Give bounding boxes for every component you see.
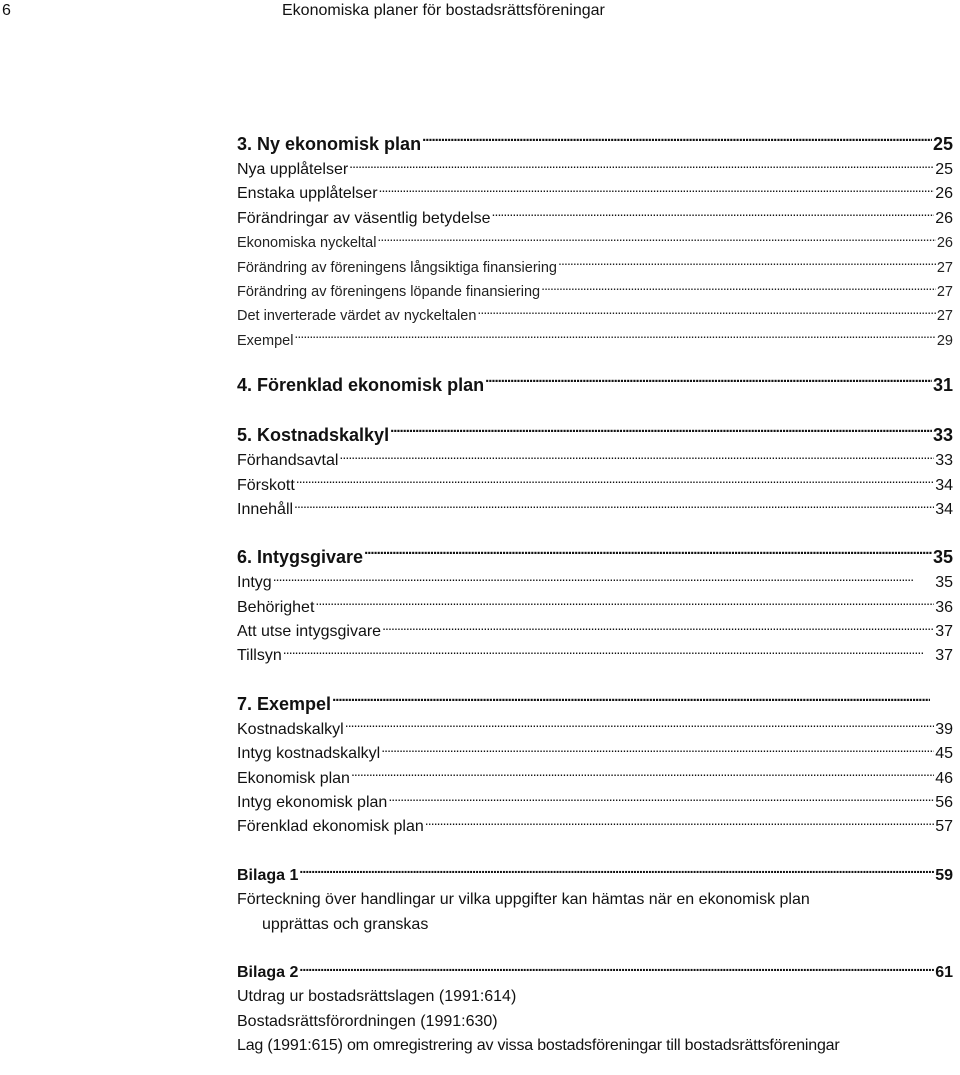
toc-page-number: 45 xyxy=(935,745,953,763)
toc-subitem[interactable] xyxy=(237,329,953,353)
toc-page-number: 29 xyxy=(936,332,953,349)
toc-page-number: 59 xyxy=(935,866,953,884)
dot-leader xyxy=(382,620,934,636)
toc-item-label: Förhandsavtal xyxy=(237,452,339,470)
toc-item-label: Ekonomisk plan xyxy=(237,769,350,787)
toc-page-number: 37 xyxy=(935,623,953,641)
dot-leader xyxy=(377,233,935,248)
dot-leader xyxy=(379,182,935,198)
toc-item-label: Förändringar av väsentlig betydelse xyxy=(237,209,491,227)
dot-leader xyxy=(294,330,935,345)
toc-item-label: Ekonomiska nyckeltal xyxy=(237,235,377,252)
dot-leader xyxy=(425,815,934,831)
toc-page-number: 37 xyxy=(935,647,953,665)
toc-subitem[interactable] xyxy=(237,231,953,255)
dot-leader xyxy=(422,132,932,150)
toc-subitem[interactable] xyxy=(237,256,953,280)
dot-leader xyxy=(349,158,934,174)
toc-item[interactable] xyxy=(237,207,953,231)
toc-item[interactable] xyxy=(237,791,953,815)
toc-item-label: Förändring av föreningens löpande finansiering xyxy=(237,283,541,300)
dot-leader xyxy=(294,498,934,514)
spacer xyxy=(237,522,953,543)
toc-page-number: 33 xyxy=(935,452,953,470)
toc-item-label: Innehåll xyxy=(237,500,294,518)
toc-chapter-6[interactable] xyxy=(237,543,953,571)
toc-subitem[interactable] xyxy=(237,280,953,304)
toc-page-number: 61 xyxy=(935,964,953,982)
toc-item-label: Förskott xyxy=(237,476,295,494)
dot-leader xyxy=(273,571,935,587)
toc-chapter-3[interactable] xyxy=(237,130,953,158)
toc-page-number: 33 xyxy=(932,425,953,446)
toc-item[interactable] xyxy=(237,815,953,839)
spacer xyxy=(237,353,953,371)
toc-page-number: 27 xyxy=(936,308,953,325)
toc-page-number: 26 xyxy=(935,209,953,227)
toc-item-label: Intyg xyxy=(237,574,272,592)
dot-leader xyxy=(485,373,932,391)
spacer xyxy=(237,840,953,864)
dot-leader xyxy=(299,961,934,977)
toc-page-number: 27 xyxy=(936,283,953,300)
toc-item[interactable] xyxy=(237,644,953,668)
dot-leader xyxy=(541,281,936,296)
toc-page-number: 25 xyxy=(932,134,953,154)
toc-item[interactable] xyxy=(237,620,953,644)
toc-chapter-title: 7. Exempel xyxy=(237,693,332,714)
toc-page-number: 36 xyxy=(935,598,953,616)
appendix-description-continued: upprättas och granskas xyxy=(262,915,429,933)
dot-leader xyxy=(381,742,934,758)
toc-chapter-4[interactable] xyxy=(237,371,953,399)
dot-leader xyxy=(390,423,932,441)
toc-page-number: 39 xyxy=(935,720,953,738)
toc-item-label: Intyg ekonomisk plan xyxy=(237,794,388,812)
toc-item-label: Förenklad ekonomisk plan xyxy=(237,818,424,836)
dot-leader xyxy=(558,257,936,272)
toc-item-label: Nya upplåtelser xyxy=(237,161,349,178)
toc-item[interactable] xyxy=(237,182,953,206)
appendix-description: Förteckning över handlingar ur vilka uppgifter kan hämtas när en ekonomisk plan xyxy=(237,891,810,909)
dot-leader xyxy=(477,306,935,321)
dot-leader xyxy=(339,449,934,465)
appendix-line: Utdrag ur bostadsrättslagen (1991:614) xyxy=(237,988,517,1006)
toc-chapter-title: 4. Förenklad ekonomisk plan xyxy=(237,375,485,396)
dot-leader xyxy=(296,474,934,490)
toc-chapter-7[interactable] xyxy=(237,690,931,718)
appendix-line: Bostadsrättsförordningen (1991:630) xyxy=(237,1012,498,1030)
toc-page-number: 26 xyxy=(935,185,953,203)
dot-leader xyxy=(283,644,934,660)
appendix-line: Lag (1991:615) om omregistrering av vissa bostadsföreningar till bostadsrättsföreningar xyxy=(237,1037,840,1055)
toc-item[interactable] xyxy=(237,718,953,742)
toc-chapter-title: 6. Intygsgivare xyxy=(237,547,364,568)
toc-item-label: Det inverterade värdet av nyckeltalen xyxy=(237,308,477,325)
page-number: 6 xyxy=(2,2,11,19)
dot-leader xyxy=(315,596,934,612)
toc-item[interactable] xyxy=(237,742,953,766)
dot-leader xyxy=(364,545,932,563)
table-of-contents xyxy=(237,130,953,1059)
toc-appendix-title: Bilaga 2 xyxy=(237,964,299,982)
toc-page-number: 34 xyxy=(935,500,953,518)
toc-appendix-title: Bilaga 1 xyxy=(237,866,299,884)
toc-item[interactable] xyxy=(237,571,953,595)
toc-appendix-2[interactable] xyxy=(237,961,953,985)
toc-item-label: Förändring av föreningens långsiktiga finansiering xyxy=(237,259,557,276)
spacer xyxy=(237,399,953,421)
dot-leader xyxy=(388,791,934,807)
toc-page-number: 46 xyxy=(935,769,953,787)
toc-item-label: Behörighet xyxy=(237,598,315,616)
toc-subitem[interactable] xyxy=(237,304,953,328)
toc-item[interactable] xyxy=(237,158,953,182)
toc-page-number: 57 xyxy=(935,818,953,836)
toc-chapter-title: 5. Kostnadskalkyl xyxy=(237,425,390,446)
toc-item[interactable] xyxy=(237,498,953,522)
toc-page-number: 56 xyxy=(935,794,953,812)
toc-item-label: Att utse intygsgivare xyxy=(237,623,382,641)
toc-chapter-5[interactable] xyxy=(237,421,953,449)
toc-item[interactable] xyxy=(237,474,953,498)
toc-page-number: 35 xyxy=(935,574,953,592)
toc-item-label: Intyg kostnadskalkyl xyxy=(237,745,381,763)
toc-item-label: Enstaka upplåtelser xyxy=(237,185,378,203)
toc-item-label: Tillsyn xyxy=(237,647,282,665)
page-header xyxy=(0,0,960,28)
dot-leader xyxy=(491,207,934,223)
toc-appendix-1[interactable] xyxy=(237,864,953,888)
toc-page-number: 25 xyxy=(935,161,953,178)
toc-chapter-title: 3. Ny ekonomisk plan xyxy=(237,134,422,154)
toc-item-label: Kostnadskalkyl xyxy=(237,720,344,738)
toc-page-number: 31 xyxy=(932,375,953,396)
dot-leader xyxy=(332,692,930,710)
toc-page-number: 26 xyxy=(936,235,953,252)
toc-item-label: Exempel xyxy=(237,332,294,349)
running-title: Ekonomiska planer för bostadsrättsföreningar xyxy=(282,2,605,19)
dot-leader xyxy=(345,718,934,734)
toc-item[interactable] xyxy=(237,449,953,473)
toc-page-number: 27 xyxy=(936,259,953,276)
toc-item[interactable] xyxy=(237,596,953,620)
spacer xyxy=(237,937,953,961)
toc-item[interactable] xyxy=(237,767,953,791)
toc-page-number: 35 xyxy=(932,547,953,568)
toc-page-number: 34 xyxy=(935,476,953,494)
dot-leader xyxy=(299,864,934,880)
spacer xyxy=(237,669,953,690)
dot-leader xyxy=(351,767,934,783)
